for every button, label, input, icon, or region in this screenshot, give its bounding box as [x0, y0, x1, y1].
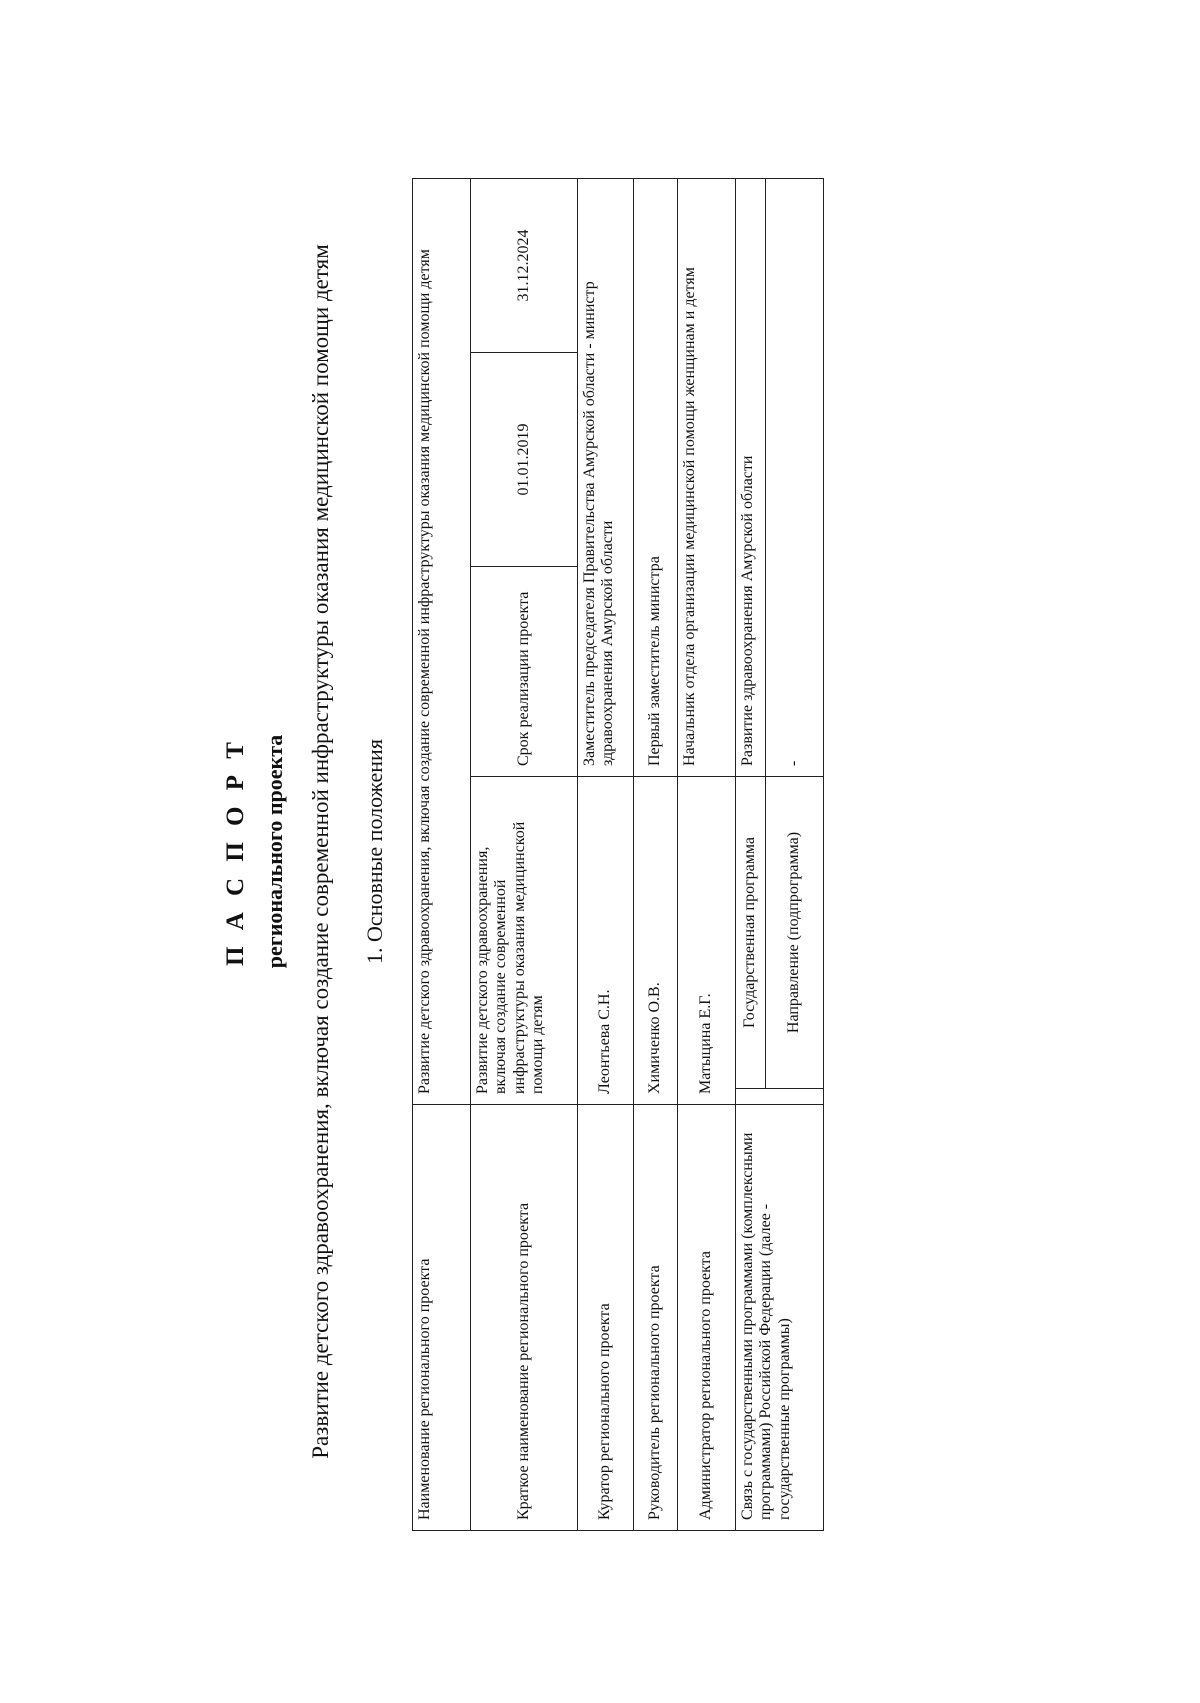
table-row: [413, 179, 471, 1531]
passport-table: [412, 178, 824, 1531]
row-label-short-name: Краткое наименование регионального проекта: [471, 1105, 578, 1531]
start-date: 01.01.2019: [471, 353, 578, 567]
program-value: Развитие здравоохранения Амурской области: [736, 179, 766, 777]
project-name-heading: Развитие детского здравоохранения, включая создание современной инфраструктуры оказания медицинской помощи детям: [308, 244, 333, 1459]
admin-position: Начальник отдела организации медицинской помощи женщинам и детям: [678, 179, 736, 777]
row-label-head: Руководитель регионального проекта: [634, 1105, 678, 1531]
document-title: П А С П О Р Т: [222, 737, 249, 966]
direction-marker: [766, 1089, 824, 1105]
row-label-link: Связь с государственными программами (комплексными программами) Российской Федерации (далее - государственные программы): [736, 1105, 824, 1531]
row-value-short-name: Развитие детского здравоохранения, включая создание современной инфраструктуры оказания медицинской помощи детям: [471, 777, 578, 1105]
direction-label: Направление (подпрограмма): [766, 777, 824, 1089]
document-subtitle: регионального проекта: [262, 734, 287, 969]
table-row: [634, 179, 678, 1531]
head-name: Химиченко О.В.: [634, 777, 678, 1105]
direction-value: -: [766, 179, 824, 777]
table-row: [578, 179, 634, 1531]
admin-name: Матыцина Е.Г.: [678, 777, 736, 1105]
curator-name: Леонтьева С.Н.: [578, 777, 634, 1105]
program-marker: [736, 1089, 766, 1105]
term-label: Срок реализации проекта: [471, 567, 578, 777]
table-row: [471, 179, 578, 1531]
head-position: Первый заместитель министра: [634, 179, 678, 777]
program-label: Государственная программа: [736, 777, 766, 1089]
curator-position: Заместитель председателя Правительства Амурской области - министр здравоохранения Амурской области: [578, 179, 634, 777]
row-label-admin: Администратор регионального проекта: [678, 1105, 736, 1531]
table-row: [678, 179, 736, 1531]
end-date: 31.12.2024: [471, 179, 578, 353]
table-row: [736, 179, 766, 1531]
row-label-curator: Куратор регионального проекта: [578, 1105, 634, 1531]
row-value-name: Развитие детского здравоохранения, включая создание современной инфраструктуры оказания медицинской помощи детям: [413, 179, 471, 1105]
row-label-name: Наименование регионального проекта: [413, 1105, 471, 1531]
section-heading: 1. Основные положения: [362, 739, 387, 964]
